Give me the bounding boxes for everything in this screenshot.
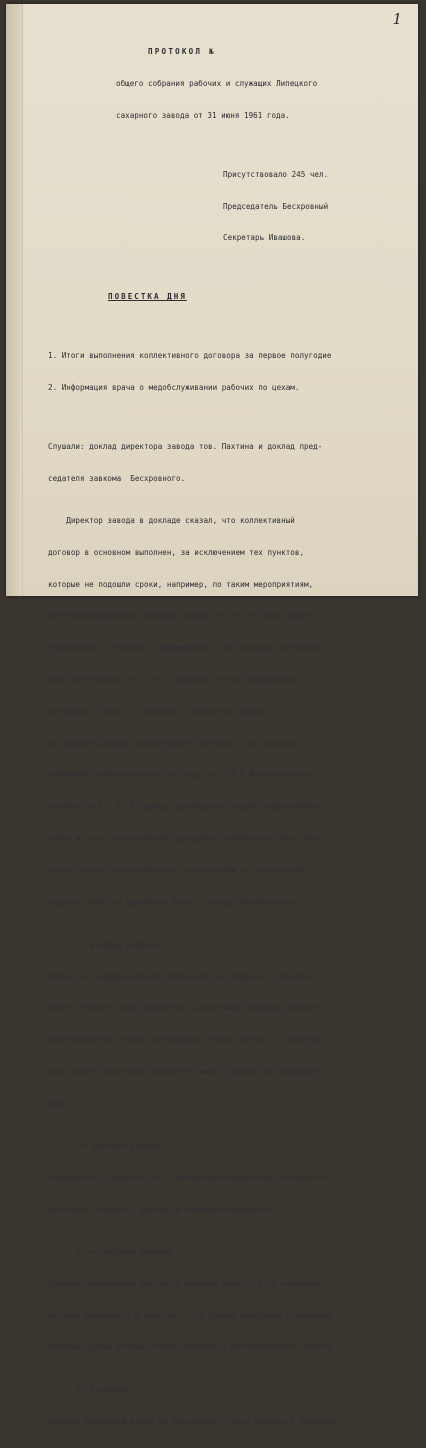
section-heading: По второму разделу : (76, 939, 168, 949)
body-line: которые не подошли сроки, например, по таким мероприятиям, (48, 579, 314, 589)
body-line: договор в основном выполнен, за исключением тех пунктов, (48, 547, 305, 557)
body-line: Директор завода в докладе сказал, что коллективный (48, 516, 295, 526)
body-line: плохо развито соревнование в строительном и транспортном (48, 865, 305, 875)
page-number: 1 (392, 10, 402, 28)
body-line: Технического кабинета нет, техническая библиотека пополняется (48, 1172, 327, 1182)
agenda-title: ПОВЕСТКА ДНЯ (108, 292, 187, 302)
body-line: ном отделе. Некоторые рабочие не имеют задания на следующий (48, 1067, 318, 1076)
document-page (6, 4, 418, 1426)
agenda-item: 1. Итоги выполнения коллективного договора за первое полугодие (48, 351, 332, 361)
body-line: обеспечиваются. Плохая организация труда рабочих в строитель- (48, 1035, 327, 1045)
body-line: регулярно, лекции , доклады и семинары проводятся. (48, 1204, 277, 1214)
body-line: как переоборудование санузла завода, на что не дано средств (48, 611, 318, 621)
body-line: По первому разделу коллективного договора, где записано о (48, 738, 309, 748)
header-line: сахарного завода от 31 июня 1961 года. (116, 110, 290, 120)
header-line: общего собрания рабочих и служащих Липецкого (116, 78, 318, 88)
body-line: управлением, установка утфелемешалок, быстроходных центрифуг. (48, 643, 327, 653)
secretary-line: Секретарь Ивашова. (223, 233, 306, 243)
body-line: Срок поступления их - 3и 4 кварталы. Часть оборудования (48, 675, 300, 685)
heard-line: Слушали: доклад директора завода тов. Пахтина и доклад пред- (48, 441, 323, 451)
body-line: рабочим, среди которых плохо проводится воспитательная работа. (48, 1342, 337, 1352)
section-heading: По третьему разделу. (76, 1141, 168, 1151)
body-line: Рабочие кипяченой водой не обеспечены, часты перебои с питьевой (48, 1416, 337, 1426)
body-line: Трудовая дисциплина ещё не на должной высоте, есть нарушения, (48, 1278, 327, 1288)
page-binding-edge (6, 4, 23, 596)
chairman-line: Председатель Бесхровный (223, 201, 329, 211)
body-line: которые выражаются в прогулах, что больше относится к сезонным (48, 1310, 332, 1320)
body-line: смены и итоги соревнований проводились ежемесячно. Пока ещё (48, 833, 318, 843)
body-line: отделах. План по выработке белого сахара перевыполнен. (48, 897, 300, 907)
body-line: повышении производительности труда на 1,5 % фактически вы- (48, 770, 314, 780)
heard-line: седателя завкома Бесхровного. (48, 473, 186, 483)
section-heading: По четвёртому разделу. (76, 1247, 177, 1257)
body-line: оплаты труда и норма выработки, расчётными книжками рабочие (48, 1003, 318, 1013)
attendance-line: Присутствовало 245 чел. (223, 169, 329, 179)
agenda-item: 2. Информация врача о медобслуживании рабочих по цехам. (48, 383, 300, 392)
section-heading: По 5 разделу. (76, 1384, 136, 1394)
body-line: поступило и будет установлено в ремонтный период. (48, 706, 273, 716)
document-text (48, 26, 410, 1448)
body-line: день. (48, 1098, 71, 1108)
document-title: ПРОТОКОЛ № (148, 47, 216, 57)
body-line: Вновь поступающие рабочие доводятся до сведения о порядке (48, 971, 309, 981)
body-line: полнено на 1,1 %. В период производства хорошо соревновались (48, 802, 323, 812)
